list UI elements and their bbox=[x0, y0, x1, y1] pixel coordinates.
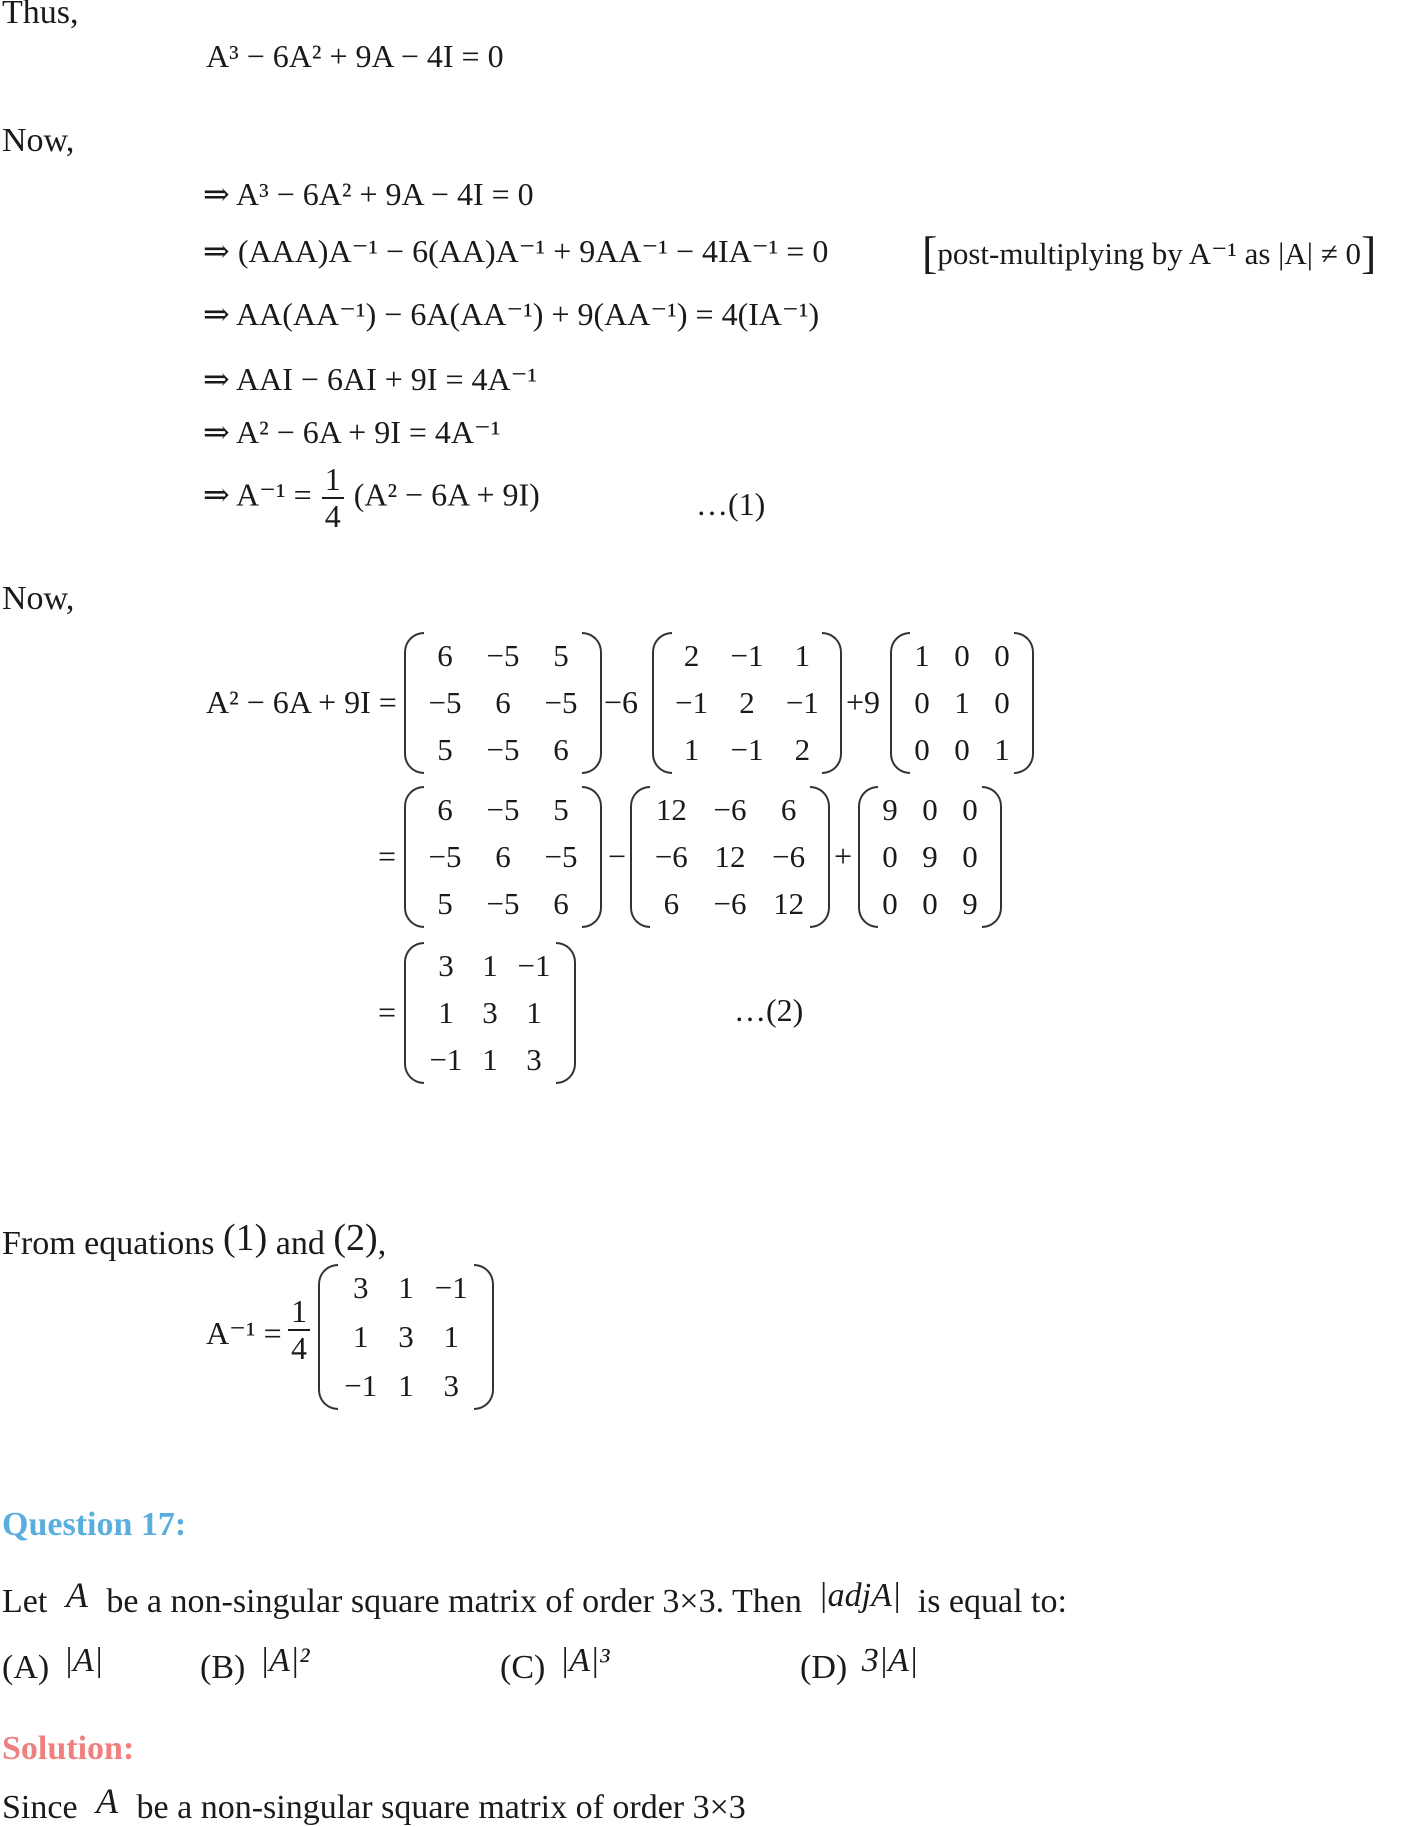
matrix-cell: 0 bbox=[914, 732, 930, 768]
matrix-row bbox=[642, 833, 818, 880]
matrix-cell: −5 bbox=[428, 838, 462, 874]
matrix-cell: 1 bbox=[794, 637, 811, 673]
matrix-cell: 0 bbox=[922, 886, 938, 922]
step-3: ⇒ AA(AA⁻¹) − 6A(AA⁻¹) + 9(AA⁻¹) = 4(IA⁻¹) bbox=[203, 296, 820, 332]
op-equals-3: = bbox=[378, 994, 397, 1030]
matrix-row bbox=[416, 727, 590, 774]
solution-text bbox=[2, 1780, 746, 1827]
matrix-cell: 0 bbox=[954, 732, 970, 768]
matrix-cell: 0 bbox=[994, 684, 1010, 720]
q-text-let: Let bbox=[2, 1583, 48, 1620]
matrix-cell: −1 bbox=[344, 1367, 378, 1403]
matrix-row bbox=[642, 786, 818, 833]
matrix-cell: 9 bbox=[922, 838, 938, 874]
matrix-cell: −5 bbox=[486, 637, 520, 673]
option-b-label: (B) bbox=[200, 1649, 246, 1686]
matrix-cell: 2 bbox=[739, 684, 755, 720]
equation-thus: A³ − 6A² + 9A − 4I = 0 bbox=[206, 38, 504, 74]
step-4: ⇒ AAI − 6AI + 9I = 4A⁻¹ bbox=[203, 361, 538, 397]
matrix-cell: 6 bbox=[553, 886, 569, 922]
q-text-middle: be a non-singular square matrix of order 3×3. Then bbox=[106, 1583, 802, 1620]
tag-2: …(2) bbox=[734, 992, 804, 1028]
option-b-value: |A|² bbox=[259, 1642, 310, 1679]
matrix-row bbox=[664, 679, 830, 726]
matrix-cell: 0 bbox=[962, 838, 978, 874]
matrix-row bbox=[642, 881, 818, 928]
matrix-cell: 5 bbox=[553, 637, 569, 673]
option-a bbox=[2, 1642, 103, 1687]
inverse-lhs: A⁻¹ = bbox=[206, 1315, 282, 1351]
matrix-cell: 3 bbox=[482, 994, 498, 1030]
matrix-row bbox=[870, 786, 990, 833]
fraction-one-quarter bbox=[322, 462, 344, 534]
matrix-result bbox=[404, 942, 576, 1084]
matrix-cell: −1 bbox=[785, 684, 819, 720]
eq-ref-2: (2) bbox=[333, 1217, 378, 1259]
matrix-cell: 9 bbox=[962, 886, 978, 922]
matrix-cell: 1 bbox=[443, 1318, 459, 1354]
matrix-cell: 3 bbox=[443, 1367, 459, 1403]
matrix-cell: 0 bbox=[882, 886, 898, 922]
now-label-2: Now, bbox=[2, 580, 75, 617]
matrix-cell: −1 bbox=[517, 947, 551, 983]
matrix-cell: 5 bbox=[437, 732, 453, 768]
matrix-cell: −5 bbox=[544, 838, 578, 874]
matrix-cell: 2 bbox=[794, 732, 811, 768]
matrix-cell: −6 bbox=[654, 838, 688, 874]
matrix-cell: 5 bbox=[553, 791, 569, 827]
question-text bbox=[2, 1574, 1067, 1621]
s-text-since: Since bbox=[2, 1789, 78, 1826]
matrix-cell: 1 bbox=[683, 732, 700, 768]
matrix-cell: 1 bbox=[438, 994, 454, 1030]
matrix-cell: −1 bbox=[730, 732, 764, 768]
option-c-value: |A|³ bbox=[559, 1642, 610, 1679]
now-label-1: Now, bbox=[2, 122, 75, 159]
matrix-cell: −1 bbox=[675, 684, 709, 720]
solution-heading: Solution: bbox=[2, 1730, 135, 1767]
from-prefix: From equations bbox=[2, 1225, 215, 1262]
frac-num-2: 1 bbox=[288, 1294, 310, 1331]
step-1: ⇒ A³ − 6A² + 9A − 4I = 0 bbox=[203, 176, 534, 212]
matrix-row bbox=[416, 632, 590, 679]
matrix-cell: 3 bbox=[526, 1042, 542, 1078]
frac-den: 4 bbox=[324, 498, 341, 535]
matrix-cell: 0 bbox=[954, 637, 970, 673]
matrix-cell: 12 bbox=[655, 791, 687, 827]
frac-den-2: 4 bbox=[291, 1330, 307, 1367]
option-d-label: (D) bbox=[800, 1649, 848, 1686]
matrix-cell: 1 bbox=[482, 947, 498, 983]
side-note-text: post-multiplying by A⁻¹ as |A| ≠ 0 bbox=[937, 236, 1361, 271]
matrix-cell: −1 bbox=[730, 637, 764, 673]
matrix-9i bbox=[858, 786, 1002, 928]
frac-num: 1 bbox=[322, 462, 344, 499]
matrix-cell: −5 bbox=[486, 886, 520, 922]
matrix-row bbox=[870, 881, 990, 928]
option-a-label: (A) bbox=[2, 1649, 50, 1686]
matrix-cell: 1 bbox=[526, 994, 542, 1030]
matrix-cell: 3 bbox=[398, 1318, 414, 1354]
matrix-cell: 1 bbox=[398, 1270, 414, 1306]
matrix-cell: −6 bbox=[713, 886, 747, 922]
matrix-cell: 0 bbox=[914, 684, 930, 720]
op-minus-6: −6 bbox=[604, 684, 639, 720]
matrix-cell: 3 bbox=[353, 1270, 369, 1306]
option-d bbox=[800, 1642, 918, 1687]
side-note bbox=[922, 226, 1376, 279]
matrix-cell: 6 bbox=[437, 791, 453, 827]
step-6 bbox=[203, 462, 540, 534]
matrix-row bbox=[416, 989, 564, 1036]
op-plus: + bbox=[834, 838, 853, 874]
matrix-row bbox=[416, 881, 590, 928]
matrix-cell: 0 bbox=[922, 791, 938, 827]
matrix-row bbox=[664, 727, 830, 774]
from-equations-line bbox=[2, 1216, 386, 1263]
matrix-cell: 0 bbox=[962, 791, 978, 827]
option-d-value: 3|A| bbox=[861, 1642, 919, 1679]
matrix-cell: −1 bbox=[434, 1270, 468, 1306]
matrix-a-squared-2 bbox=[404, 786, 602, 928]
matrix-cell: 12 bbox=[773, 886, 805, 922]
matrix-inverse bbox=[318, 1264, 494, 1410]
op-equals-2: = bbox=[378, 838, 397, 874]
matrix-cell: 6 bbox=[437, 637, 453, 673]
thus-label: Thus, bbox=[2, 0, 79, 31]
matrix-row bbox=[902, 727, 1022, 774]
matrix-6a bbox=[630, 786, 830, 928]
matrix-cell: 3 bbox=[438, 947, 454, 983]
matrix-cell: 12 bbox=[714, 838, 746, 874]
op-minus: − bbox=[608, 838, 627, 874]
matrix-row bbox=[416, 679, 590, 726]
matrix-cell: 6 bbox=[553, 732, 569, 768]
matrix-row bbox=[902, 679, 1022, 726]
matrix-cell: 6 bbox=[495, 684, 511, 720]
matrix-eq-lhs: A² − 6A + 9I = bbox=[206, 684, 397, 720]
matrix-identity bbox=[890, 632, 1034, 774]
matrix-a-squared bbox=[404, 632, 602, 774]
matrix-row bbox=[664, 632, 830, 679]
matrix-cell: 5 bbox=[437, 886, 453, 922]
matrix-cell: 0 bbox=[994, 637, 1010, 673]
matrix-cell: −6 bbox=[713, 791, 747, 827]
matrix-cell: 6 bbox=[495, 838, 511, 874]
step-2: ⇒ (AAA)A⁻¹ − 6(AA)A⁻¹ + 9AA⁻¹ − 4IA⁻¹ = 0 bbox=[203, 233, 829, 269]
matrix-row bbox=[416, 833, 590, 880]
tag-1: …(1) bbox=[696, 486, 766, 522]
matrix-cell: 6 bbox=[663, 886, 680, 922]
matrix-row bbox=[330, 1264, 482, 1313]
matrix-cell: 2 bbox=[683, 637, 700, 673]
q-adj-a: |adjA| bbox=[818, 1577, 902, 1614]
matrix-row bbox=[416, 942, 564, 989]
matrix-row bbox=[330, 1313, 482, 1362]
option-c-label: (C) bbox=[500, 1649, 546, 1686]
left-bracket: [ bbox=[922, 227, 938, 278]
s-matrix-a: A bbox=[96, 1781, 119, 1821]
inverse-fraction bbox=[286, 1294, 312, 1366]
option-a-value: |A| bbox=[63, 1642, 104, 1679]
matrix-cell: −5 bbox=[486, 791, 520, 827]
from-suffix: , bbox=[377, 1225, 387, 1262]
matrix-cell: −5 bbox=[486, 732, 520, 768]
option-c bbox=[500, 1642, 609, 1687]
step-6-lhs: ⇒ A⁻¹ = bbox=[203, 476, 312, 513]
fraction-one-quarter-2 bbox=[288, 1294, 310, 1366]
matrix-cell: 9 bbox=[882, 791, 898, 827]
matrix-cell: 1 bbox=[954, 684, 970, 720]
matrix-row bbox=[416, 1037, 564, 1084]
matrix-cell: −1 bbox=[429, 1042, 463, 1078]
s-text-rest: be a non-singular square matrix of order 3×3 bbox=[136, 1789, 746, 1826]
right-bracket: ] bbox=[1360, 227, 1377, 278]
matrix-cell: 1 bbox=[353, 1318, 369, 1354]
matrix-row bbox=[902, 632, 1022, 679]
from-and: and bbox=[275, 1225, 325, 1262]
op-plus-9: +9 bbox=[846, 684, 881, 720]
matrix-cell: 0 bbox=[882, 838, 898, 874]
eq-ref-1: (1) bbox=[222, 1217, 268, 1259]
matrix-cell: 1 bbox=[994, 732, 1010, 768]
matrix-a bbox=[652, 632, 842, 774]
matrix-row bbox=[416, 786, 590, 833]
q-text-end: is equal to: bbox=[917, 1583, 1067, 1620]
matrix-cell: −5 bbox=[544, 684, 578, 720]
step-6-rhs: (A² − 6A + 9I) bbox=[353, 476, 540, 513]
q-matrix-a: A bbox=[65, 1575, 88, 1615]
matrix-cell: 6 bbox=[780, 791, 797, 827]
step-5: ⇒ A² − 6A + 9I = 4A⁻¹ bbox=[203, 414, 501, 450]
option-b bbox=[200, 1642, 309, 1687]
question-heading: Question 17: bbox=[2, 1506, 187, 1543]
matrix-row bbox=[870, 833, 990, 880]
matrix-cell: 1 bbox=[914, 637, 930, 673]
matrix-row bbox=[330, 1361, 482, 1410]
matrix-cell: −5 bbox=[428, 684, 462, 720]
matrix-cell: 1 bbox=[398, 1367, 414, 1403]
matrix-cell: −6 bbox=[772, 838, 806, 874]
matrix-cell: 1 bbox=[482, 1042, 498, 1078]
